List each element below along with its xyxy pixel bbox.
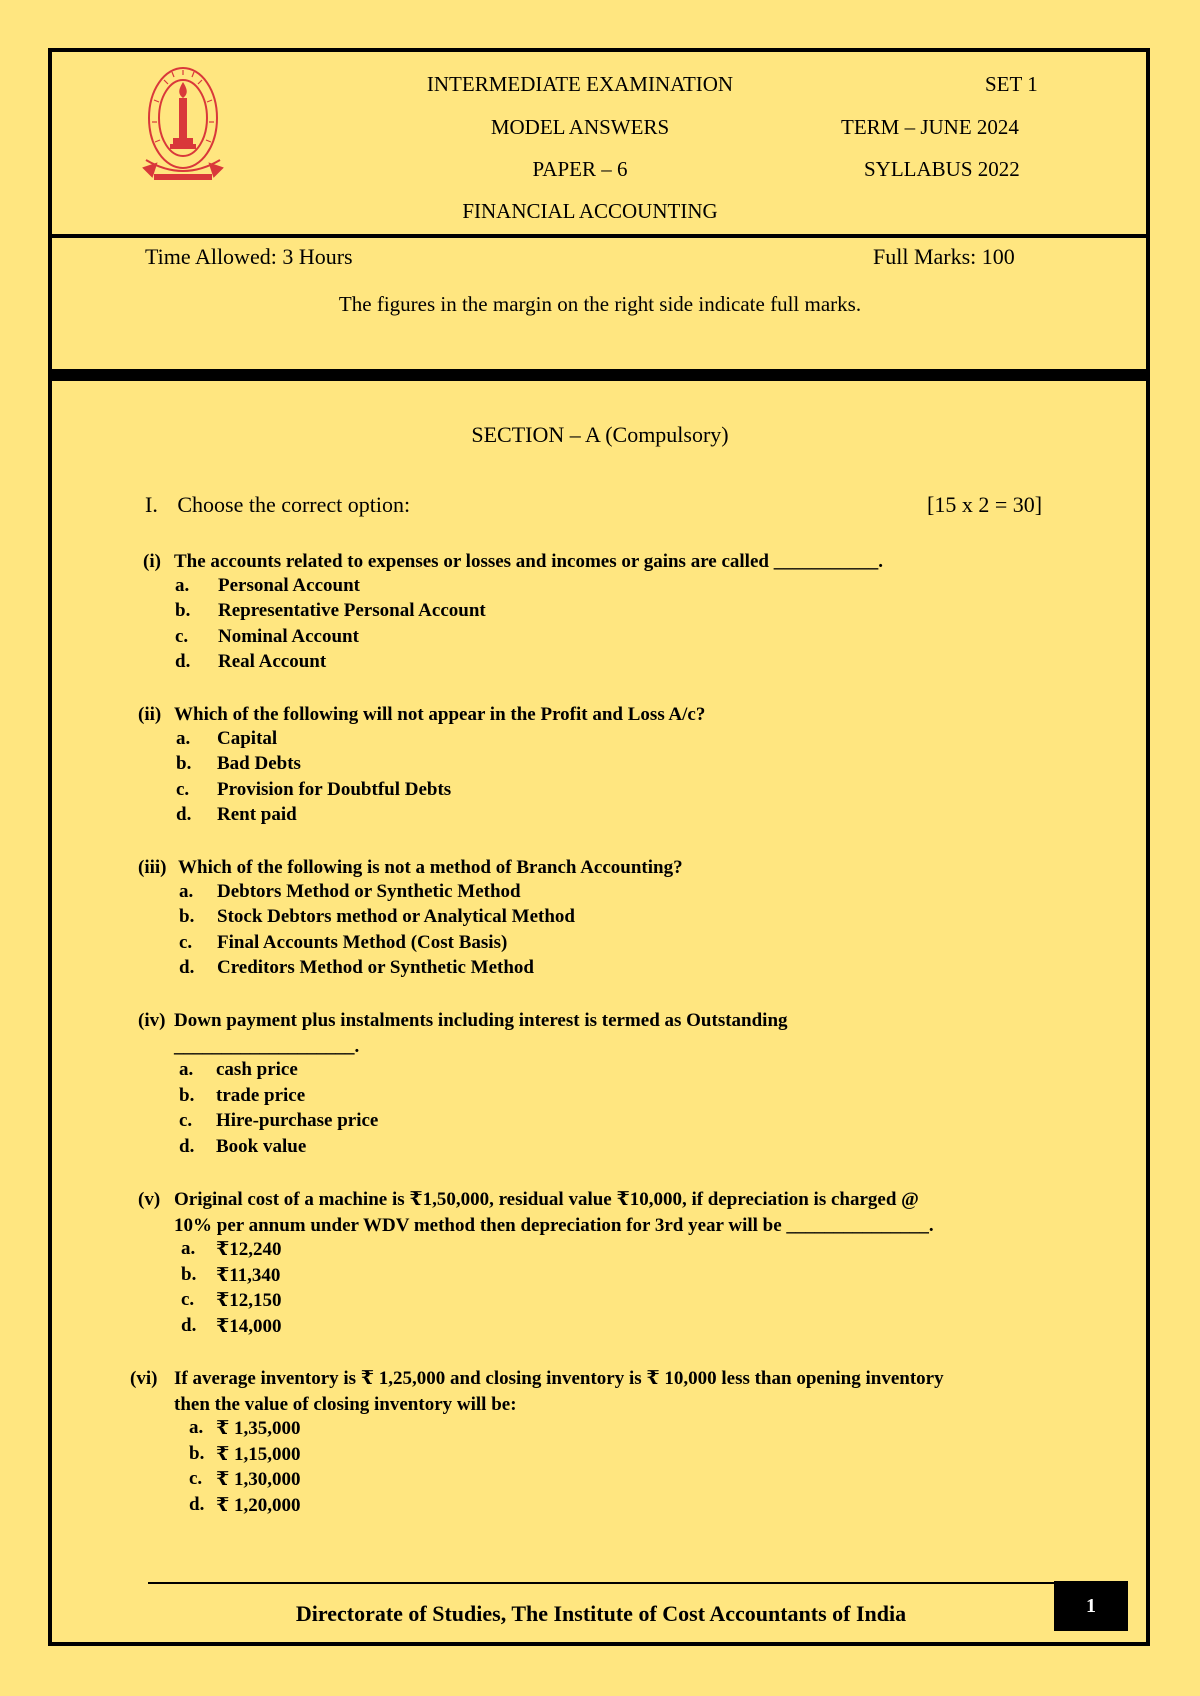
option-letter: c. (189, 1468, 203, 1489)
option-text: Capital (217, 727, 278, 749)
option-text: ₹12,150 (216, 1290, 282, 1311)
full-marks: Full Marks: 100 (873, 244, 1015, 269)
option-text: Final Accounts Method (Cost Basis) (217, 931, 508, 953)
question-text: If average inventory is ₹ 1,25,000 and closing inventory is ₹ 10,000 less than opening inventory (174, 1368, 944, 1389)
question-number: (vi) (130, 1368, 158, 1389)
option-letter: a. (176, 727, 191, 749)
option-text: Representative Personal Account (218, 600, 486, 621)
time-allowed: Time Allowed: 3 Hours (145, 244, 353, 269)
option-letter: a. (189, 1417, 204, 1438)
option-text: ₹11,340 (216, 1264, 281, 1286)
question-marks: [15 x 2 = 30] (927, 492, 1043, 517)
option-letter: c. (181, 1289, 195, 1310)
option-text: Stock Debtors method or Analytical Method (217, 906, 575, 927)
question-number: (i) (143, 551, 161, 572)
section-title: SECTION – A (Compulsory) (471, 422, 729, 447)
exam-title: INTERMEDIATE EXAMINATION (426, 72, 734, 96)
question-text: Original cost of a machine is ₹1,50,000, residual value ₹10,000, if depreciation is charged @ (174, 1189, 919, 1210)
paper-title: PAPER – 6 (532, 157, 628, 181)
option-text: ₹ 1,20,000 (216, 1494, 301, 1516)
option-letter: b. (175, 600, 191, 621)
option-text: cash price (216, 1059, 298, 1080)
option-letter: b. (179, 906, 195, 927)
option-text: Hire-purchase price (216, 1110, 379, 1131)
question-number: (ii) (138, 704, 162, 725)
question-text: Which of the following is not a method of Branch Accounting? (178, 857, 683, 878)
option-letter: a. (175, 574, 190, 596)
option-text: Nominal Account (218, 625, 359, 647)
option-letter: a. (179, 880, 194, 902)
option-text: Bad Debts (217, 753, 301, 774)
option-text: Debtors Method or Synthetic Method (217, 880, 521, 902)
option-letter: b. (181, 1263, 197, 1285)
question-text: Which of the following will not appear in the Profit and Loss A/c? (174, 704, 706, 725)
option-text: ₹ 1,35,000 (216, 1418, 301, 1439)
option-letter: b. (176, 753, 192, 774)
model-answers-title: MODEL ANSWERS (490, 115, 670, 139)
question-number: I. (145, 492, 158, 517)
question-text: The accounts related to expenses or losses and incomes or gains are called ___________. (174, 551, 883, 572)
question-number: (iv) (138, 1010, 166, 1031)
question-text: Down payment plus instalments including interest is termed as Outstanding (174, 1010, 788, 1031)
option-letter: b. (189, 1442, 205, 1464)
question-heading (145, 492, 410, 518)
set-label: SET 1 (985, 72, 1038, 96)
option-text: Provision for Doubtful Debts (217, 778, 452, 800)
page-number: 1 (1054, 1581, 1128, 1631)
term-label: TERM – JUNE 2024 (841, 115, 1019, 139)
option-letter: d. (176, 804, 192, 825)
section-divider (48, 369, 1150, 381)
marks-note: The figures in the margin on the right side indicate full marks. (338, 292, 862, 316)
question-text: 10% per annum under WDV method then depreciation for 3rd year will be _______________. (174, 1214, 934, 1236)
option-text: Book value (216, 1135, 307, 1157)
option-text: Real Account (218, 651, 327, 672)
option-text: trade price (216, 1084, 306, 1106)
option-text: Rent paid (217, 804, 297, 825)
question-number: (iii) (138, 857, 167, 878)
option-letter: d. (179, 1135, 195, 1157)
question-text: ___________________. (174, 1035, 360, 1057)
option-text: Creditors Method or Synthetic Method (217, 957, 534, 978)
option-letter: b. (179, 1084, 195, 1106)
option-letter: c. (179, 1110, 193, 1131)
option-text: ₹12,240 (216, 1239, 282, 1260)
option-letter: d. (181, 1314, 197, 1336)
question-instruction: Choose the correct option: (177, 492, 411, 517)
option-text: ₹ 1,15,000 (216, 1443, 301, 1465)
syllabus-label: SYLLABUS 2022 (864, 157, 1020, 181)
footer-text: Directorate of Studies, The Institute of Cost Accountants of India (295, 1601, 907, 1626)
question-number: (v) (138, 1189, 161, 1210)
option-text: ₹ 1,30,000 (216, 1469, 301, 1490)
subject-title: FINANCIAL ACCOUNTING (462, 199, 718, 223)
option-letter: d. (175, 651, 191, 672)
option-letter: d. (189, 1493, 205, 1515)
question-text: then the value of closing inventory will be: (174, 1393, 517, 1415)
option-letter: c. (175, 625, 189, 647)
option-text: Personal Account (218, 574, 360, 596)
option-text: ₹14,000 (216, 1315, 282, 1337)
institute-seal-icon (142, 60, 224, 188)
footer-rule (148, 1582, 1054, 1584)
option-letter: a. (179, 1059, 194, 1080)
option-letter: d. (179, 957, 195, 978)
option-letter: c. (179, 931, 193, 953)
option-letter: c. (176, 778, 190, 800)
option-letter: a. (181, 1238, 196, 1259)
